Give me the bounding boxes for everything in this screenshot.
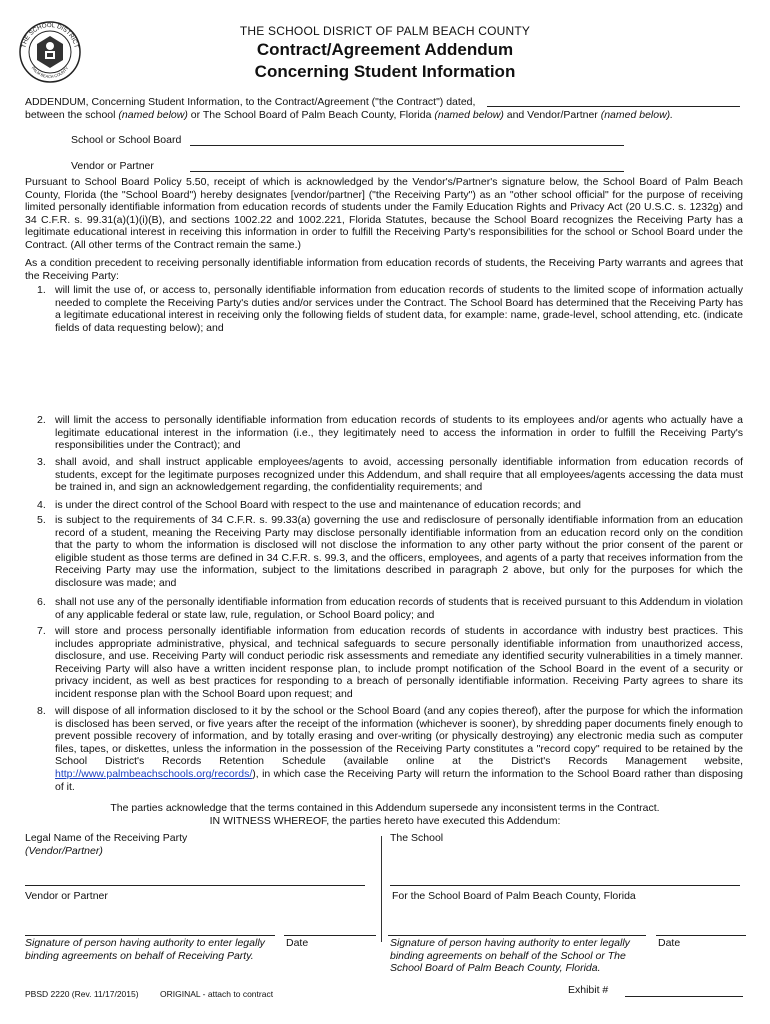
clause-number: 7. (37, 625, 46, 637)
clause-text: will dispose of all information disclosed to it by the school or the School Board (and any copies thereof), after the purpose for which the information is disclosed has been served, or five years after the receipt of the information (whichever is sooner), by shredding paper documents finely enough to prevent possible recovery of information, and by totally erasing and over-writing (or physically destroying) any electronic media such as computer files, tapes, or diskettes, unless the information in the possession of the Receiving Party constitutes a "record copy" required to be retained by the School District's Records Retention Schedule (available online at the District's Records Management website, (55, 705, 743, 768)
exhibit-label: Exhibit # (568, 984, 609, 996)
clause-number: 5. (37, 514, 46, 526)
clause-item (37, 514, 743, 590)
clause-text: is under the direct control of the School Board with respect to the use and maintenance of education records; and (55, 499, 581, 511)
clause-number: 4. (37, 499, 46, 511)
closing-line2: IN WITNESS WHEREOF, the parties hereto have executed this Addendum: (209, 815, 561, 827)
clause-item (37, 625, 743, 701)
school-board-label: For the School Board of Palm Beach County, Florida (392, 890, 636, 902)
seal-ring-text: THE SCHOOL DISTRICT (20, 21, 80, 49)
clause-item (37, 284, 743, 334)
footer-note: ORIGINAL - attach to contract (160, 989, 274, 999)
intro-line2 (25, 109, 745, 122)
clause-text: ), in which case the Receiving Party will return the information to the School Board rather than disposing of it. (55, 767, 743, 793)
clause-item (37, 596, 743, 621)
vendor-partner-label: Vendor or Partner (25, 890, 108, 902)
signature-divider (381, 836, 382, 942)
records-website-link[interactable]: http://www.palmbeachschools.org/records/ (55, 767, 253, 780)
vendor-field[interactable] (190, 171, 624, 172)
clause-item (37, 499, 743, 512)
document-title-line2: Concerning Student Information (254, 62, 516, 81)
clause-item (37, 414, 743, 452)
clause-number: 6. (37, 596, 46, 608)
clause-text: will store and process personally identifiable information from education records of students in accordance with industry best practices. This includes appropriate administrative, physical, and technical safeguards to secure personally identifiable information from unauthorized access, disclosure, and use. Receiving Party will conduct periodic risk assessments and remediate any identified security vulnerabilities in a timely manner. Receiving Party will also have a written incident response plan, to include prompt notification of the School Board in the event of a security or privacy incident, as well as best practices for responding to a breach of personally identifiable information. Receiving Party agrees to share its incident response plan with the School Board upon request; and (55, 625, 743, 700)
clause-number: 2. (37, 414, 46, 426)
vendor-date-field[interactable] (284, 935, 376, 936)
clause-text: shall avoid, and shall instruct applicable employees/agents to avoid, accessing personally identifiable information from education records of students, except for the legitimate purposes recognized under this Addendum, and shall require that all employees/agents accessing the data must be trained in, and sign an acknowledgement regarding, the confidentiality requirements; and (55, 456, 743, 494)
school-signature-caption: Signature of person having authority to enter legally binding agreements on behalf of the School or The School Board of Palm Beach County, Florida. (390, 937, 630, 975)
seal-ring-bottom-text: PALM BEACH COUNTY (30, 65, 70, 80)
clause-text: shall not use any of the personally identifiable information from education records of students that is received pursuant to this Addendum in violation of any applicable federal or state law, rule, regulation, or School Board policy; and (55, 596, 743, 621)
contract-date-field[interactable] (487, 106, 740, 107)
vendor-signature-field[interactable] (25, 935, 275, 936)
exhibit-number-field[interactable] (625, 996, 743, 997)
vendor-signature-caption: Signature of person having authority to enter legally binding agreements on behalf of Receiving Party. (25, 937, 265, 962)
receiving-party-name-field[interactable] (25, 885, 365, 886)
policy-paragraph: Pursuant to School Board Policy 5.50, receipt of which is acknowledged by the Vendor's/Partner's signature below, the School Board of Palm Beach County, Florida (the "School Board") hereby designates [vendor/partner] ("the Receiving Party") as an "other school official" for the purpose of receiving limited personally identifiable information from education records of students under the Family Education Rights and Privacy Act (20 U.S.C. s. 1232g) and 34 C.F.R. s. 99.31(a)(1)(i)(B), and sections 1002.22 and 1002.221, Florida Statutes, because the School Board recognizes the Receiving Party has a legitimate educational interest in receiving this information in order to fulfill the Receiving Party's responsibilities for the school or School Board under the Contract. (All other terms of the Contract remain the same.) (25, 176, 743, 251)
school-heading: The School (390, 832, 444, 844)
closing-line1: The parties acknowledge that the terms contained in this Addendum supersede any inconsistent terms in the Contract. (110, 802, 660, 814)
district-name: THE SCHOOL DISRICT OF PALM BEACH COUNTY (239, 24, 531, 38)
document-title-line1: Contract/Agreement Addendum (256, 40, 514, 59)
intro-text: between the school (25, 109, 119, 121)
school-signature-field[interactable] (388, 935, 646, 936)
school-label: School or School Board (71, 134, 182, 146)
vendor-label: Vendor or Partner (71, 160, 154, 172)
school-field[interactable] (190, 145, 624, 146)
school-date-field[interactable] (656, 935, 746, 936)
clause-number: 1. (37, 284, 46, 296)
receiving-party-subheading: (Vendor/Partner) (25, 845, 103, 857)
intro-line1: ADDENDUM, Concerning Student Information, to the Contract/Agreement ("the Contract") dated, (25, 96, 476, 108)
clause-item (37, 456, 743, 494)
receiving-party-heading: Legal Name of the Receiving Party (25, 832, 188, 844)
school-date-label: Date (658, 937, 681, 949)
clause-number: 3. (37, 456, 46, 468)
condition-paragraph: As a condition precedent to receiving personally identifiable information from education records of students, the Receiving Party warrants and agrees that the Receiving Party: (25, 257, 743, 282)
school-name-field[interactable] (390, 885, 740, 886)
intro-text: or The School Board of Palm Beach County, Florida (187, 109, 435, 121)
intro-text: and Vendor/Partner (503, 109, 601, 121)
vendor-date-label: Date (286, 937, 309, 949)
clause-text: will limit the use of, or access to, personally identifiable information from education records of students to the limited scope of information actually needed to complete the Receiving Party's duties and/or services under the Contract. The School Board has determined that the Receiving Party has a legitimate educational interest in receiving only the following fields of student data, for example: name, grade-level, school attending, etc. (indicate fields of data requesting below); and (55, 284, 743, 334)
form-id: PBSD 2220 (Rev. 11/17/2015) (25, 989, 139, 999)
intro-italic: (named below) (434, 109, 504, 121)
intro-italic: (named below) (118, 109, 188, 121)
clause-item (37, 705, 743, 793)
intro-italic: (named below). (600, 109, 674, 121)
clause-number: 8. (37, 705, 46, 717)
clause-text: is subject to the requirements of 34 C.F.R. s. 99.33(a) governing the use and redisclosure of personally identifiable information from an education record of a student, meaning the Receiving Party may disclose personally identifiable information from an education record only on the condition that the party to whom the information is disclosed will not disclose the information to any other party without the prior consent of the parent or eligible student as those terms are defined in 34 C.F.R. s. 99.3, and the officers, employees, and agents of a party that receives information from the Receiving Party may use the information, subject to the limitations described in paragraph 2 above, but only for the purposes for which the disclosure was made; and (55, 514, 743, 589)
clause-text: will limit the access to personally identifiable information from education records of students to its employees and/or agents who actually have a legitimate educational interest in the information (i.e., they legitimately need to access the information in order to fulfill the Receiving Party's responsibilities under the Contract); and (55, 414, 743, 452)
